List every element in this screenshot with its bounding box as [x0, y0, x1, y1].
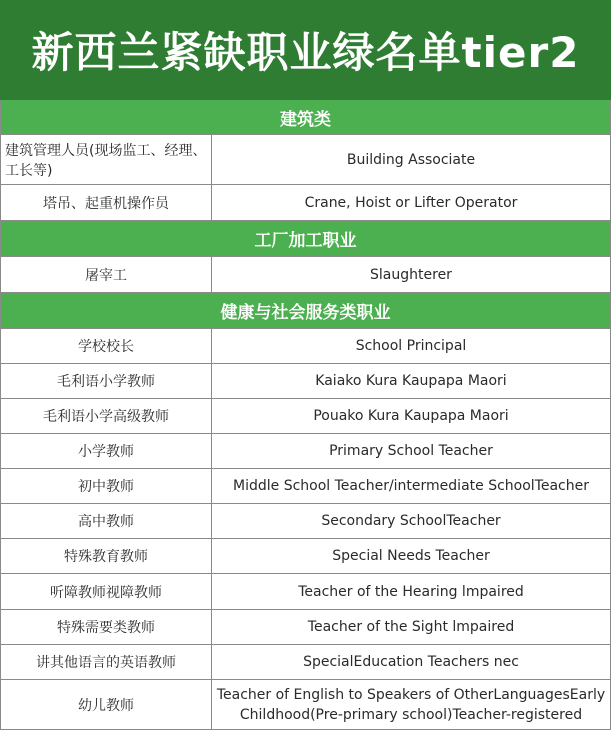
table-row — [1, 399, 611, 434]
english-occupation: School Principal — [212, 329, 611, 363]
chinese-occupation: 塔吊、起重机操作员 — [1, 185, 212, 220]
english-occupation: Kaiako Kura Kaupapa Maori — [212, 364, 611, 398]
chinese-occupation: 听障教师视障教师 — [1, 574, 212, 609]
table-row — [1, 504, 611, 539]
chinese-occupation: 初中教师 — [1, 469, 212, 503]
english-occupation: Teacher of English to Speakers of OtherLanguagesEarly Childhood(Pre-primary school)Teacher-registered — [212, 680, 611, 729]
page-title: 新西兰紧缺职业绿名单tier2 — [31, 28, 580, 77]
table-row — [1, 680, 611, 730]
chinese-occupation: 毛利语小学教师 — [1, 364, 212, 398]
title-banner — [0, 0, 611, 100]
chinese-occupation: 幼儿教师 — [1, 680, 212, 729]
english-occupation: Middle School Teacher/intermediate SchoolTeacher — [212, 469, 611, 503]
english-occupation: Crane, Hoist or Lifter Operator — [212, 185, 611, 220]
chinese-occupation: 特殊教育教师 — [1, 539, 212, 573]
table-row — [1, 434, 611, 469]
section-header-factory: 工厂加工职业 — [1, 221, 611, 257]
english-occupation: Building Associate — [212, 135, 611, 184]
english-occupation: Teacher of the Hearing lmpaired — [212, 574, 611, 609]
english-occupation: Pouako Kura Kaupapa Maori — [212, 399, 611, 433]
table-row — [1, 185, 611, 221]
chinese-occupation: 讲其他语言的英语教师 — [1, 645, 212, 679]
english-occupation: Special Needs Teacher — [212, 539, 611, 573]
chinese-occupation: 建筑管理人员(现场监工、经理、工长等) — [1, 135, 212, 184]
table-row — [1, 574, 611, 610]
chinese-occupation: 小学教师 — [1, 434, 212, 468]
table-row — [1, 135, 611, 185]
table-row — [1, 329, 611, 364]
chinese-occupation: 毛利语小学高级教师 — [1, 399, 212, 433]
chinese-occupation: 高中教师 — [1, 504, 212, 538]
english-occupation: Slaughterer — [212, 257, 611, 292]
chinese-occupation: 屠宰工 — [1, 257, 212, 292]
english-occupation: Secondary SchoolTeacher — [212, 504, 611, 538]
english-occupation: SpecialEducation Teachers nec — [212, 645, 611, 679]
table-row — [1, 539, 611, 574]
table-row — [1, 645, 611, 680]
english-occupation: Primary School Teacher — [212, 434, 611, 468]
section-header-health-social: 健康与社会服务类职业 — [1, 293, 611, 329]
section-header-construction: 建筑类 — [1, 100, 611, 135]
chinese-occupation: 学校校长 — [1, 329, 212, 363]
table-row — [1, 257, 611, 293]
chinese-occupation: 特殊需要类教师 — [1, 610, 212, 644]
english-occupation: Teacher of the Sight lmpaired — [212, 610, 611, 644]
table-row — [1, 364, 611, 399]
table-row — [1, 469, 611, 504]
occupation-table — [0, 100, 611, 730]
table-row — [1, 610, 611, 645]
